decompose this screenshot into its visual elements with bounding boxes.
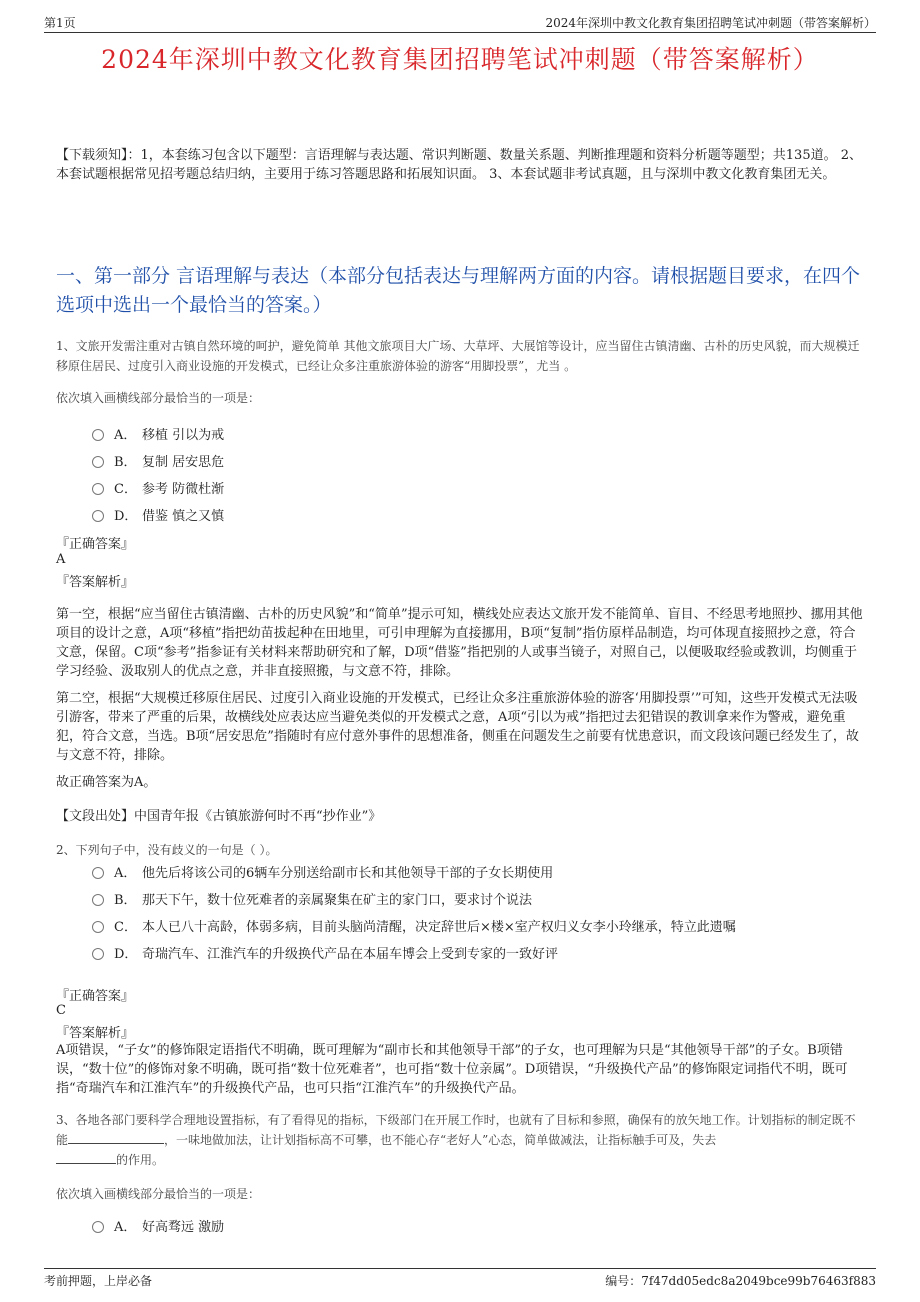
option-letter: A． [114, 428, 137, 443]
option-letter: C． [114, 920, 137, 935]
option-letter: D． [114, 509, 138, 524]
option-text: 借鉴 慎之又慎 [142, 509, 225, 524]
radio-icon[interactable] [92, 429, 104, 441]
question-1-option-c[interactable] [92, 478, 224, 497]
option-letter: B． [114, 455, 137, 470]
question-1-stem: 1、文旅开发需注重对古镇自然环境的呵护，避免简单 其他文旅项目大广场、大草坪、大展馆等设计，应当留住古镇清幽、古朴的历史风貌，而大规模迁移原住居民、过度引入商业设施的开发模式，已经让众多注重旅游体验的游客“用脚投票”，尤当 。 [56, 339, 860, 373]
page-header [44, 12, 876, 33]
question-3-prompt: 依次填入画横线部分最恰当的一项是： [56, 1187, 261, 1201]
question-3-stem-part-3: 的作用。 [116, 1153, 165, 1167]
question-1-option-b[interactable] [92, 451, 224, 470]
option-text: 参考 防微杜渐 [142, 482, 225, 497]
question-1-answer-label: 『正确答案』 [56, 537, 135, 552]
question-2-option-c[interactable] [92, 916, 736, 935]
page-footer [44, 1268, 876, 1289]
option-letter: C． [114, 482, 137, 497]
download-notice: 【下载须知】：1，本套练习包含以下题型：言语理解与表达题、常识判断题、数量关系题、判断推理题和资料分析题等题型；共135道。 2、本套试题根据常见招考题总结归纳，主要用于练习答题思路和拓展知识面。 3、本套试题非考试真题，且与深圳中教文化教育集团无关。 [56, 148, 862, 182]
question-1-prompt: 依次填入画横线部分最恰当的一项是： [56, 391, 261, 405]
option-letter: A． [114, 866, 137, 881]
option-text: 他先后将该公司的6辆车分别送给副市长和其他领导干部的子女长期使用 [142, 866, 554, 881]
document-title: 2024年深圳中教文化教育集团招聘笔试冲刺题（带答案解析） [101, 45, 819, 74]
option-text: 那天下午，数十位死难者的亲属聚集在矿主的家门口，要求讨个说法 [142, 893, 533, 908]
question-3-option-a[interactable] [92, 1216, 224, 1235]
question-1-analysis-paragraph-2: 第二空，根据“大规模迁移原住居民、过度引入商业设施的开发模式，已经让众多注重旅游体验的游客‘用脚投票’”可知，这些开发模式无法吸引游客，带来了严重的后果，故横线处应表达应当避免类似的开发模式之意，A项“引以为戒”指把过去犯错误的教训拿来作为警戒，避免重犯，符合文意，当选。B项“居安思危”指随时有应付意外事件的思想准备，侧重在问题发生之前要有忧患意识，而文段该问题已经发生了，故与文意不符，排除。 [56, 691, 859, 763]
radio-icon[interactable] [92, 948, 104, 960]
question-2-answer-label: 『正确答案』 [56, 989, 135, 1004]
question-1-analysis-label: 『答案解析』 [56, 575, 135, 590]
question-2-option-a[interactable] [92, 862, 553, 881]
footer-document-id: 编号：7f47dd05edc8a2049bce99b76463f883 [605, 1274, 876, 1288]
option-letter: D． [114, 947, 138, 962]
question-2-analysis: A项错误，“子女”的修饰限定语指代不明确，既可理解为“副市长和其他领导干部”的子女，也可理解为只是“其他领导干部”的子女。B项错误，“数十位”的修饰对象不明确，既可指“数十位死难者”，也可指“数十位亲属”。D项错误，“升级换代产品”的修饰限定词指代不明，既可指“奇瑞汽车和江淮汽车”的升级换代产品，也可只指“江淮汽车”的升级换代产品。 [56, 1043, 848, 1096]
fill-blank-2 [56, 1151, 116, 1164]
question-1-option-a[interactable] [92, 424, 224, 443]
page-number: 第1页 [44, 16, 76, 30]
radio-icon[interactable] [92, 456, 104, 468]
radio-icon[interactable] [92, 510, 104, 522]
question-1-answer: A [56, 552, 66, 567]
radio-icon[interactable] [92, 1221, 104, 1233]
question-3-stem-part-2: ，一味地做加法，让计划指标高不可攀，也不能心存“老好人”心态，简单做减法，让指标触手可及，失去 [164, 1133, 717, 1147]
option-letter: B． [114, 893, 137, 908]
question-3-stem-part-1: 3、各地各部门要科学合理地设置指标，有了看得见的指标，下级部门在开展工作时，也就有了目标和参照，确保有的放矢地工作。计划指标的制定既不能 [56, 1113, 856, 1147]
question-1-option-d[interactable] [92, 505, 224, 524]
option-text: 奇瑞汽车、江淮汽车的升级换代产品在本届车博会上受到专家的一致好评 [142, 947, 559, 962]
radio-icon[interactable] [92, 483, 104, 495]
question-2-option-d[interactable] [92, 943, 558, 962]
option-text: 本人已八十高龄，体弱多病，目前头脑尚清醒，决定辞世后×楼×室产权归义女李小玲继承，特立此遗嘱 [142, 920, 736, 935]
footer-slogan: 考前押题，上岸必备 [44, 1274, 153, 1288]
option-text: 好高骛远 激励 [142, 1220, 225, 1235]
question-1-source: 【文段出处】中国青年报《古镇旅游何时不再“抄作业”》 [56, 809, 382, 824]
radio-icon[interactable] [92, 921, 104, 933]
radio-icon[interactable] [92, 894, 104, 906]
question-2-stem: 2、下列句子中，没有歧义的一句是（ ）。 [56, 843, 278, 857]
question-3-stem [56, 1110, 864, 1170]
fill-blank-1 [68, 1131, 164, 1144]
question-1-conclusion: 故正确答案为A。 [56, 775, 157, 790]
section-heading: 一、第一部分 言语理解与表达（本部分包括表达与理解两方面的内容。请根据题目要求，在四个选项中选出一个最恰当的答案。） [56, 265, 861, 316]
question-2-answer: C [56, 1003, 66, 1018]
header-doc-title: 2024年深圳中教文化教育集团招聘笔试冲刺题（带答案解析） [545, 16, 876, 30]
question-1-analysis-paragraph-1: 第一空，根据“应当留住古镇清幽、古朴的历史风貌”和“简单”提示可知，横线处应表达文旅开发不能简单、盲目、不经思考地照抄、挪用其他项目的设计之意，A项“移植”指把幼苗拔起种在田地里，可引申理解为直接挪用，B项“复制”指仿原样品制造，均可体现直接照抄之意，符合文意，保留。C项“参考”指参证有关材料来帮助研究和了解，D项“借鉴”指把别的人或事当镜子，对照自己，以便吸取经验或教训，均侧重于学习经验、汲取别人的优点之意，并非直接照搬，与文意不符，排除。 [56, 607, 863, 679]
option-text: 复制 居安思危 [142, 455, 225, 470]
option-letter: A． [114, 1220, 137, 1235]
radio-icon[interactable] [92, 867, 104, 879]
question-2-option-b[interactable] [92, 889, 532, 908]
question-2-analysis-label: 『答案解析』 [56, 1026, 135, 1041]
option-text: 移植 引以为戒 [142, 428, 225, 443]
